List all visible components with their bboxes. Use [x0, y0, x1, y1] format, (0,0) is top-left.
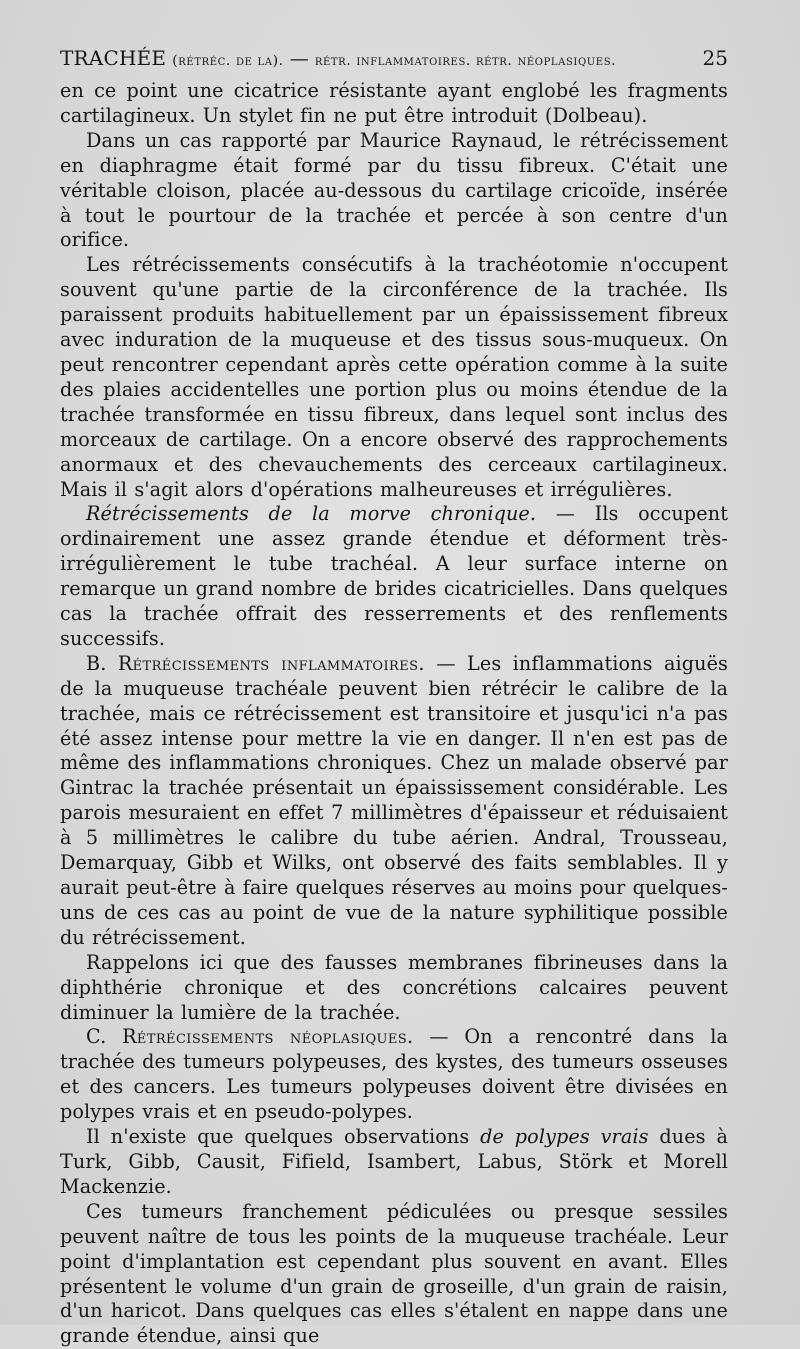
paragraph [60, 129, 728, 254]
paragraph-text: Il n'existe que quelques observations [86, 1125, 481, 1149]
header-dash: — [289, 48, 309, 70]
section-heading: Rétrécissements néoplasiques. [122, 1025, 414, 1049]
running-title [60, 44, 616, 75]
paragraph-text: en ce point une cicatrice résistante ayant englobé les fragments cartilagineux. Un stylet fin ne put être introduit (Dolbeau). [60, 79, 728, 127]
italic-term: de polypes vrais [480, 1125, 649, 1149]
paragraph-text: Dans un cas rapporté par Maurice Raynaud, le rétrécissement en diaphragme était formé par du tissu fibreux. C'était une véritable cloison, placée au-dessous du cartilage cricoïde, insérée à tout le pourtour de la trachée et percée à son centre d'un orifice. [60, 128, 728, 252]
paragraph-text: dues à Turk, Gibb, Causit, Fifield, Isambert, Labus, Störk et Morell Mackenzie. [60, 1125, 728, 1198]
header-subtitle: (rétréc. de la). [172, 53, 284, 69]
paragraph-text: — Les inflammations aiguës de la muqueuse trachéale peuvent bien rétrécir le calibre de la trachée, mais ce rétrécissement est transitoire et jusqu'ici n'a pas été assez intense pour mettre la vie en danger. Il n'en est pas de même des inflammations chroniques. Chez un malade observé par Gintrac la trachée présentait un épaississement considérable. Les parois mesuraient en effet 7 millimètres d'épaisseur et réduisaient à 5 millimètres le calibre du tube aérien. Andral, Trousseau, Demarquay, Gibb et Wilks, ont observé des faits semblables. Il y aurait peut-être à faire quelques réserves au moins pour quelques-uns de ces cas au point de vue de la nature syphilitique possible du rétrécissement. [60, 651, 729, 949]
paragraph-text: Les rétrécissements consécutifs à la trachéotomie n'occupent souvent qu'une partie de la circonférence de la trachée. Ils paraissent produits habituellement par un épaississement fibreux avec induration de la muqueuse et des tissus sous-muqueux. On peut rencontrer cependant après cette opération comme à la suite des plaies accidentelles une portion plus ou moins étendue de la trachée transformée en tissu fibreux, dans lequel sont inclus des morceaux de cartilage. On a encore observé des rapprochements anormaux et des chevauchements des cerceaux cartilagineux. Mais il s'agit alors d'opérations malheureuses et irrégulières. [60, 253, 728, 501]
paragraph-text: Rappelons ici que des fausses membranes fibrineuses dans la diphthérie chronique et des concrétions calcaires peuvent diminuer la lumière de la trachée. [60, 950, 728, 1024]
section-letter: B. [86, 651, 118, 675]
page-body [60, 79, 728, 1349]
paragraph-text: — On a rencontré dans la trachée des tumeurs polypeuses, des kystes, des tumeurs osseuses et des cancers. Les tumeurs polypeuses doivent être divisées en polypes vrais et en pseudo-polypes. [60, 1025, 729, 1124]
paragraph [60, 652, 728, 951]
paragraph [60, 951, 728, 1026]
paragraph [60, 1025, 728, 1125]
section-heading-italic: Rétrécissements de la morve chronique. [86, 502, 537, 526]
paragraph-text: Ces tumeurs franchement pédiculées ou presque sessiles peuvent naître de tous les points de la muqueuse trachéale. Leur point d'implantation est cependant plus souvent en avant. Elles présentent le volume d'un grain de groseille, d'un grain de raisin, d'un haricot. Dans quelques cas elles s'étalent en nappe dans une grande étendue, ainsi que [60, 1199, 728, 1348]
section-heading: Rétrécissements inflammatoires. [117, 651, 425, 675]
paragraph [60, 502, 728, 651]
paragraph [60, 253, 728, 502]
running-header [60, 44, 728, 75]
header-title: TRACHÉE [60, 46, 167, 70]
paragraph [60, 79, 728, 129]
section-letter: C. [86, 1025, 123, 1049]
paragraph-text: — Ils occupent ordinairement une assez grande étendue et déforment très-irrégulièrement le tube trachéal. A leur surface interne on remarque un grand nombre de brides cicatricielles. Dans quelques cas la trachée offrait des resserrements et des renflements successifs. [60, 502, 728, 650]
paragraph [60, 1125, 728, 1200]
paragraph [60, 1200, 728, 1349]
page-number: 25 [702, 46, 728, 70]
header-section: rétr. inflammatoires. rétr. néoplasiques. [314, 53, 617, 69]
